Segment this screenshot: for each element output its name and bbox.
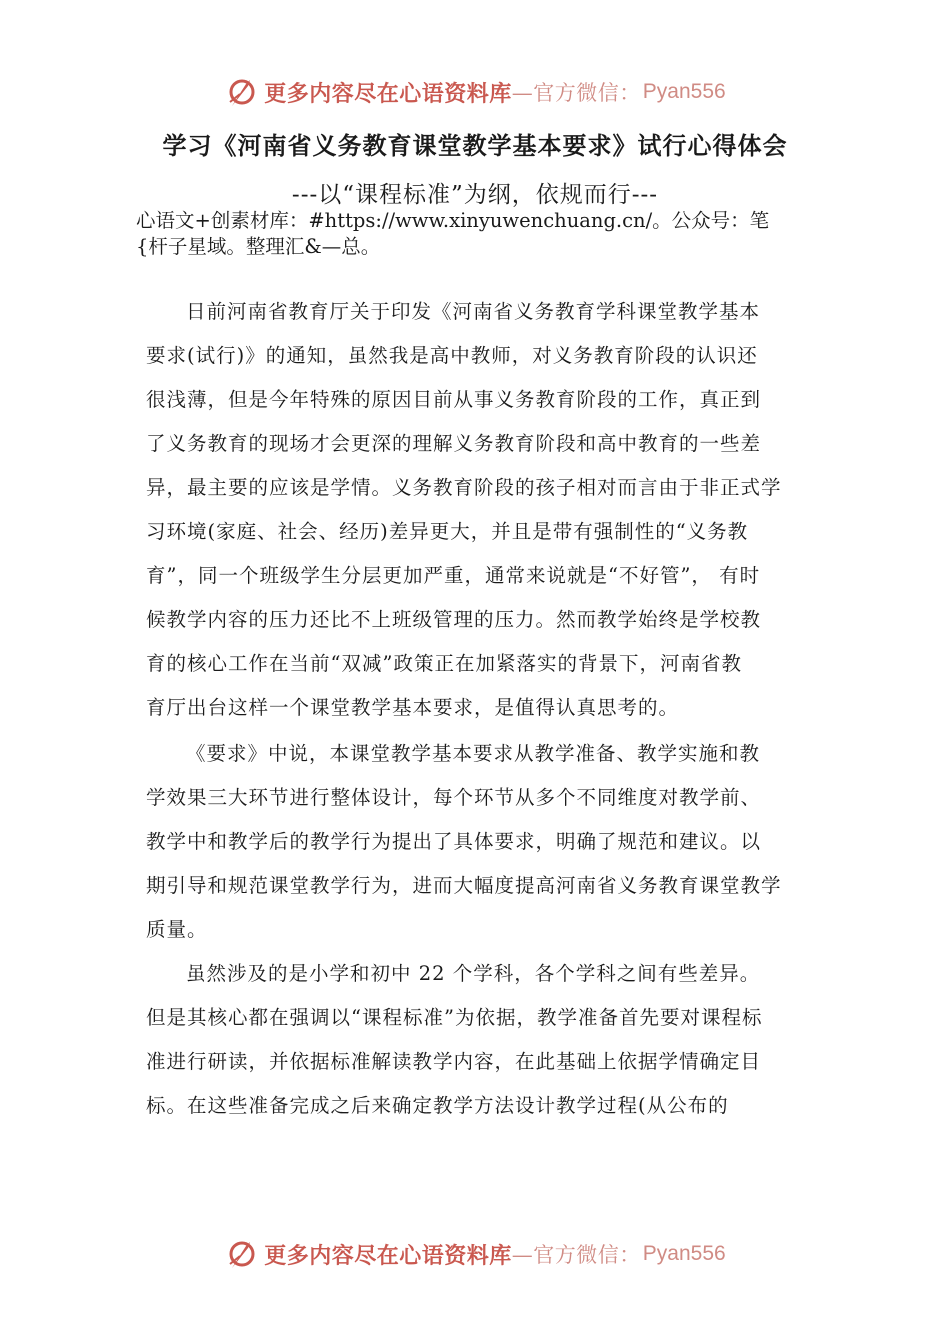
text-line: 了义务教育的现场才会更深的理解义务教育阶段和高中教育的一些差: [146, 432, 762, 455]
banner-wechat-label: —官方微信：: [511, 81, 641, 105]
text-line: 教学中和教学后的教学行为提出了具体要求，明确了规范和建议。以: [146, 830, 762, 853]
text-line: 日前河南省教育厅关于印发《河南省义务教育学科课堂教学基本: [186, 300, 761, 323]
text-line: 育”，同一个班级学生分层更加严重，通常来说就是“不好管”， 有时: [146, 564, 761, 587]
text-line: 很浅薄，但是今年特殊的原因目前从事义务教育阶段的工作，真正到: [146, 388, 762, 411]
paragraph-2: [146, 732, 811, 952]
text-line: 标。在这些准备完成之后来确定教学方法设计教学过程(从公布的: [146, 1094, 729, 1117]
source-line: 心语文+创素材库：#https://www.xinyuwenchuang.cn/。公众号：笔: [136, 209, 770, 232]
footer-banner: [0, 1232, 950, 1276]
text-line: 质量。: [146, 918, 208, 941]
text-line: 准进行研读，并依据标准解读教学内容，在此基础上依据学情确定目: [146, 1050, 762, 1073]
banner-wechat-id: Pyan556: [642, 80, 726, 103]
text-line: 习环境(家庭、社会、经历)差异更大，并且是带有强制性的“义务教: [146, 520, 749, 543]
text-line: 育的核心工作在当前“双减”政策正在加紧落实的背景下，河南省教: [146, 652, 742, 675]
paragraph-1: [146, 290, 811, 730]
text-line: 候教学内容的压力还比不上班级管理的压力。然而教学始终是学校教: [146, 608, 762, 631]
quill-logo-icon: [224, 74, 260, 110]
text-line: 异，最主要的应该是学情。义务教育阶段的孩子相对而言由于非正式学: [146, 476, 782, 499]
header-banner: [0, 70, 950, 114]
banner-wechat-id: Pyan556: [642, 1242, 726, 1265]
banner-wechat-label: —官方微信：: [511, 1243, 641, 1267]
source-note: [136, 208, 816, 260]
text-line: 《要求》中说，本课堂教学基本要求从教学准备、教学实施和教: [186, 742, 761, 765]
text-line: 但是其核心都在强调以“课程标准”为依据，教学准备首先要对课程标: [146, 1006, 763, 1029]
banner-main-text: 更多内容尽在心语资料库: [264, 80, 512, 107]
document-subtitle: ---以“课程标准”为纲，依规而行---: [291, 182, 659, 208]
text-line: 要求(试行)》的通知，虽然我是高中教师，对义务教育阶段的认识还: [146, 344, 758, 367]
paragraph-3: [146, 952, 811, 1128]
text-line: 虽然涉及的是小学和初中 22 个学科，各个学科之间有些差异。: [186, 962, 761, 985]
text-line: 育厅出台这样一个课堂教学基本要求，是值得认真思考的。: [146, 696, 680, 719]
text-line: 期引导和规范课堂教学行为，进而大幅度提高河南省义务教育课堂教学: [146, 874, 782, 897]
source-line: {杆子星域。整理汇&—总。: [136, 235, 381, 258]
text-line: 学效果三大环节进行整体设计，每个环节从多个不同维度对教学前、: [146, 786, 762, 809]
quill-logo-icon: [224, 1236, 260, 1272]
document-title: 学习《河南省义务教育课堂教学基本要求》试行心得体会: [162, 131, 788, 160]
banner-main-text: 更多内容尽在心语资料库: [264, 1242, 512, 1269]
